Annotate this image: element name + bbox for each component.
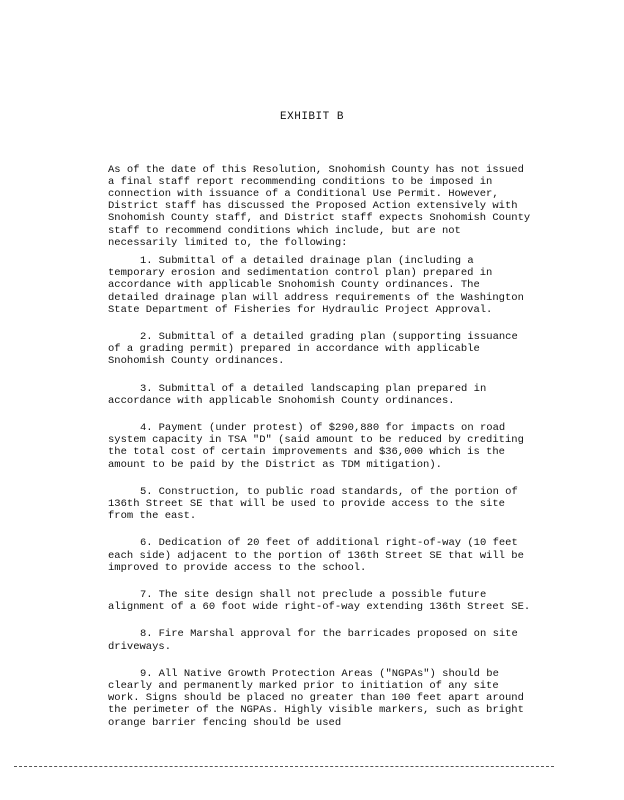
condition-number: 1. xyxy=(140,255,153,267)
condition-text: Submittal of a detailed landscaping plan prepared in accordance with applicable Snohomish County ordinances. xyxy=(108,382,487,407)
condition-number: 6. xyxy=(140,537,153,550)
condition-item-4 xyxy=(108,422,533,471)
condition-text: Submittal of a detailed drainage plan (including a temporary erosion and sedimentation control plan) prepared in accordance with applicable Snohomish County ordinances. The detailed drainage plan will address requirements of the Washington State Department of Fisheries for Hydraulic Project Approval. xyxy=(108,255,524,316)
condition-item-6 xyxy=(108,537,533,574)
document-title: EXHIBIT B xyxy=(280,111,344,123)
condition-text: Construction, to public road standards, of the portion of 136th Street SE that will be used to provide access to the site from the east. xyxy=(108,485,518,523)
condition-number: 8. xyxy=(140,628,153,641)
condition-item-7 xyxy=(108,589,533,613)
intro-paragraph: As of the date of this Resolution, Snohomish County has not issued a final staff report recommending conditions to be imposed in connection with issuance of a Conditional Use Permit. However, District staff has discussed the Proposed Action extensively with Snohomish County staff, and District staff expects Snohomish County staff to recommend conditions which include, but are not necessarily limited to, the following: xyxy=(108,163,531,249)
condition-item-2 xyxy=(108,331,533,368)
condition-text: Payment (under protest) of $290,880 for impacts on road system capacity in TSA "D" (said amount to be reduced by crediting the total cost of certain improvements and $36,000 which is the amount to be paid by the District as TDM mitigation). xyxy=(108,422,524,471)
condition-text: Fire Marshal approval for the barricades proposed on site driveways. xyxy=(108,628,518,653)
condition-text: The site design shall not preclude a possible future alignment of a 60 foot wide right-of-way extending 136th Street SE. xyxy=(108,589,531,614)
condition-number: 5. xyxy=(140,485,153,498)
condition-item-9 xyxy=(108,668,533,729)
condition-item-5 xyxy=(108,486,533,523)
footer-divider xyxy=(14,766,554,767)
condition-text: All Native Growth Protection Areas ("NGPAs") should be clearly and permanently marked prior to initiation of any site work. Signs should be placed no greater than 100 feet apart around the perimeter of the NGPAs. Highly visible markers, such as bright orange barrier fencing should be used xyxy=(108,667,524,729)
condition-number: 7. xyxy=(140,589,153,602)
condition-text: Dedication of 20 feet of additional right-of-way (10 feet each side) adjacent to the portion of 136th Street SE that will be improved to provide access to the school. xyxy=(108,537,524,574)
condition-number: 3. xyxy=(140,382,153,395)
condition-text: Submittal of a detailed grading plan (supporting issuance of a grading permit) prepared in accordance with applicable Snohomish County ordinances. xyxy=(108,331,518,368)
conditions-list xyxy=(108,255,533,744)
condition-item-1 xyxy=(108,255,533,316)
condition-number: 2. xyxy=(140,331,153,344)
condition-item-8 xyxy=(108,628,533,652)
condition-item-3 xyxy=(108,383,533,407)
condition-number: 9. xyxy=(140,667,153,680)
condition-number: 4. xyxy=(140,422,153,435)
